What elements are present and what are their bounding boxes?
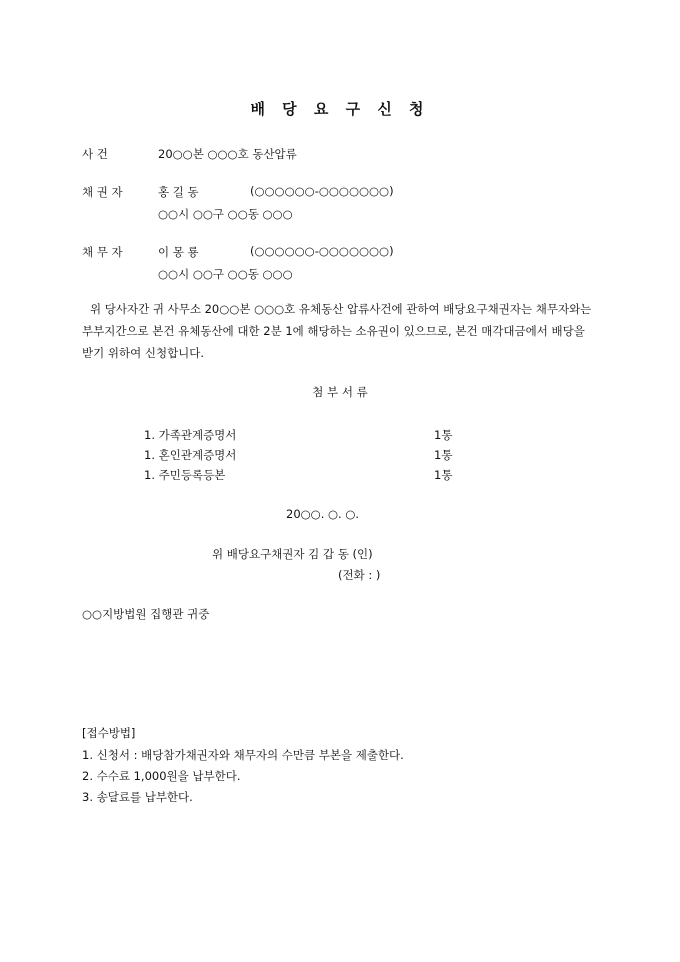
method-item: 3. 송달료를 납부한다. <box>82 790 193 804</box>
debtor-address: ○○시 ○○구 ○○동 ○○○ <box>158 267 293 281</box>
creditor-name: 홍 길 동 <box>158 185 199 199</box>
creditor-label: 채 권 자 <box>82 185 123 199</box>
attachment-item-count: 1통 <box>434 448 453 462</box>
attachments-heading: 첨 부 서 류 <box>312 385 368 399</box>
attachment-item-name: 1. 주민등록등본 <box>144 468 226 482</box>
debtor-id: (○○○○○○-○○○○○○○) <box>250 244 394 258</box>
attachment-item-count: 1통 <box>434 468 453 482</box>
body-paragraph: 위 당사자간 귀 사무소 20○○본 ○○○호 유체동산 압류사건에 관하여 배당요구채권자는 채무자와는 부부지간으로 본건 유체동산에 대한 2분 1에 해당하는 소유권이 있으므로, 본건 매각대금에서 배당을 받기 위하여 신청합니다. <box>82 302 592 360</box>
document-title: 배 당 요 구 신 청 <box>250 100 430 118</box>
method-heading: [접수방법] <box>82 726 136 740</box>
creditor-address: ○○시 ○○구 ○○동 ○○○ <box>158 207 293 221</box>
signer-line: 위 배당요구채권자 김 갑 동 (인) <box>212 547 373 561</box>
document-date: 20○○. ○. ○. <box>286 507 360 521</box>
attachment-item-name: 1. 가족관계증명서 <box>144 428 237 442</box>
case-value: 20○○본 ○○○호 동산압류 <box>158 147 297 161</box>
attachment-item-name: 1. 혼인관계증명서 <box>144 448 237 462</box>
signer-phone: (전화 : ) <box>338 568 381 582</box>
debtor-name: 이 몽 룡 <box>158 245 199 259</box>
case-label: 사 건 <box>82 147 108 161</box>
method-item: 1. 신청서 : 배당참가채권자와 채무자의 수만큼 부본을 제출한다. <box>82 748 404 762</box>
debtor-label: 채 무 자 <box>82 245 123 259</box>
creditor-id: (○○○○○○-○○○○○○○) <box>250 184 394 198</box>
addressee: ○○지방법원 집행관 귀중 <box>82 607 210 621</box>
method-item: 2. 수수료 1,000원을 납부한다. <box>82 769 241 783</box>
attachment-item-count: 1통 <box>434 428 453 442</box>
